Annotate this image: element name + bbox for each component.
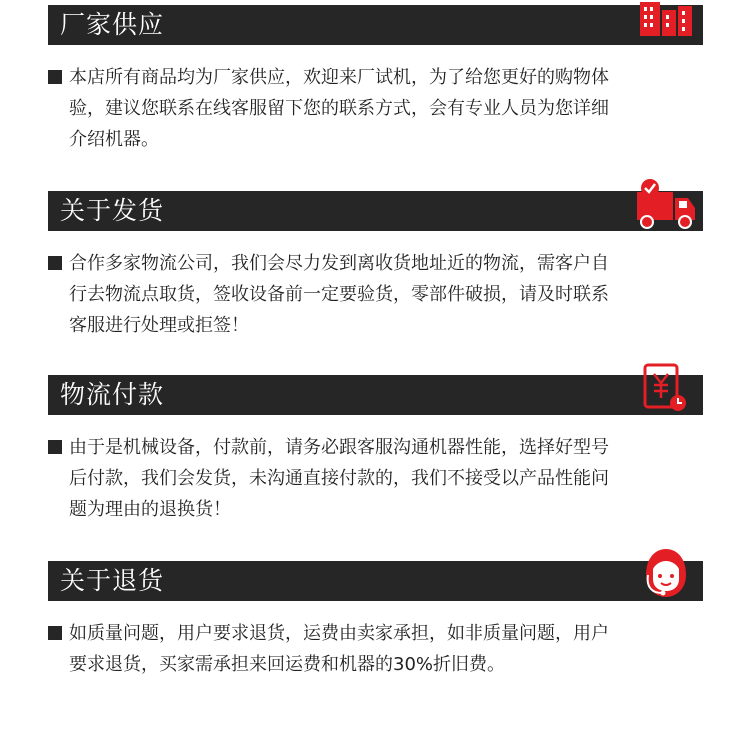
factory-buildings-icon (636, 0, 696, 40)
customer-service-icon (640, 545, 692, 601)
bullet-square (48, 70, 62, 84)
bullet-square (48, 440, 62, 454)
section-body-text: 本店所有商品均为厂家供应，欢迎来厂试机，为了给您更好的购物体 验，建议您联系在线客服留下您的联系方式，会有专业人员为您详细 介绍机器。 (69, 67, 609, 150)
section-body-text: 如质量问题，用户要求退货，运费由卖家承担，如非质量问题，用户 要求退货，买家需承担来回运费和机器的30%折旧费。 (69, 623, 609, 675)
section-body-text: 合作多家物流公司，我们会尽力发到离收货地址近的物流，需客户自 行去物流点取货，签收设备前一定要验货，零部件破损，请及时联系 客服进行处理或拒签！ (69, 253, 609, 336)
section-title: 关于退货 (60, 566, 165, 595)
section-title: 厂家供应 (60, 10, 165, 39)
section-header-bar (48, 191, 703, 231)
section-body-text: 由于是机械设备，付款前，请务必跟客服沟通机器性能，选择好型号 后付款，我们会发货，未沟通直接付款的，我们不接受以产品性能问 题为理由的退换货！ (69, 437, 609, 520)
delivery-truck-icon (634, 178, 698, 232)
section-header-bar (48, 375, 703, 415)
yuan-payment-icon (640, 362, 690, 414)
bullet-square (48, 626, 62, 640)
section-header-bar (48, 5, 703, 45)
section-title: 物流付款 (60, 380, 165, 409)
section-title: 关于发货 (60, 196, 165, 225)
bullet-square (48, 256, 62, 270)
section-header-bar (48, 561, 703, 601)
